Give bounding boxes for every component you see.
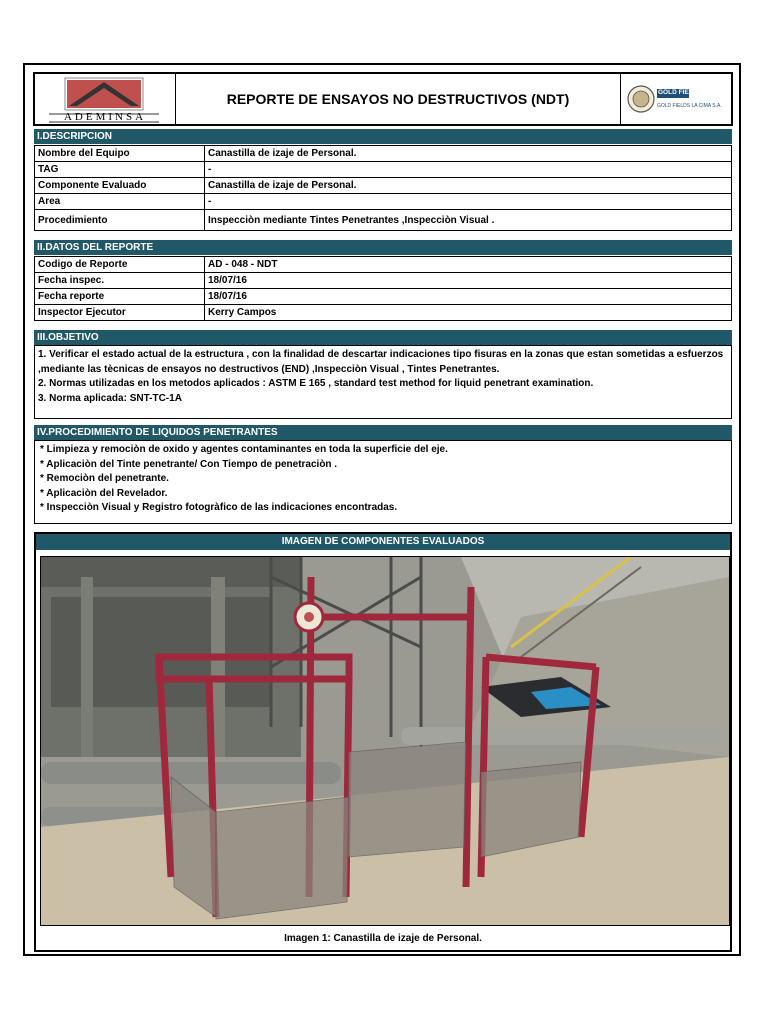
row-value: Kerry Campos <box>205 305 732 321</box>
row-label: Componente Evaluado <box>35 178 205 194</box>
image-section-heading: IMAGEN DE COMPONENTES EVALUADOS <box>36 534 730 550</box>
row-value: - <box>205 194 732 210</box>
section-datos-heading: II.DATOS DEL REPORTE <box>34 240 732 255</box>
row-value: - <box>205 162 732 178</box>
objetivo-line-1: 1. Verificar el estado actual de la estructura , con la finalidad de descartar indicaciones tipo fisuras en la zonas que estan sometidas a esfuerzos <box>38 349 724 360</box>
table-row <box>35 210 732 231</box>
row-value: 18/07/16 <box>205 273 732 289</box>
table-row <box>35 194 732 210</box>
list-item: * Aplicaciòn del Tinte penetrante/ Con Tiempo de penetraciòn . <box>40 458 338 470</box>
row-label: TAG <box>35 162 205 178</box>
procedimiento-text <box>34 440 732 524</box>
table-row <box>35 273 732 289</box>
ademinsa-logo <box>35 74 176 124</box>
goldfields-text: GOLD FIELDS <box>658 89 702 96</box>
component-photo <box>40 556 730 926</box>
table-row <box>35 146 732 162</box>
list-item: * Inspecciòn Visual y Registro fotogràfico de las indicaciones encontradas. <box>40 502 398 513</box>
list-item: * Remociòn del penetrante. <box>40 473 169 484</box>
table-row <box>35 178 732 194</box>
row-label: Fecha reporte <box>35 289 205 305</box>
row-value: Inspecciòn mediante Tintes Penetrantes ,Inspecciòn Visual . <box>205 210 732 231</box>
objetivo-text <box>34 345 732 419</box>
objetivo-line-3: 2. Normas utilizadas en los metodos aplicados : ASTM E 165 , standard test method for liquid penetrant examination. <box>38 378 594 389</box>
section-procedimiento-heading: IV.PROCEDIMIENTO DE LIQUIDOS PENETRANTES <box>34 425 732 440</box>
section-objetivo-heading: III.OBJETIVO <box>34 330 732 345</box>
row-value: 18/07/16 <box>205 289 732 305</box>
goldfields-subtext: GOLD FIELDS LA CIMA S.A. <box>657 103 722 109</box>
row-label: Fecha inspec. <box>35 273 205 289</box>
row-value: AD - 048 - NDT <box>205 257 732 273</box>
image-section <box>34 532 732 952</box>
datos-table <box>34 256 732 321</box>
list-item: * Aplicaciòn del Revelador. <box>40 487 168 499</box>
table-row <box>35 305 732 321</box>
row-label: Codigo de Reporte <box>35 257 205 273</box>
row-label: Nombre del Equipo <box>35 146 205 162</box>
personnel-basket-photo <box>41 557 729 925</box>
row-label: Procedimiento <box>35 210 205 231</box>
row-value: Canastilla de izaje de Personal. <box>205 146 732 162</box>
goldfields-logo <box>620 74 731 124</box>
table-row <box>35 162 732 178</box>
row-value: Canastilla de izaje de Personal. <box>205 178 732 194</box>
objetivo-line-2: ,mediante las tècnicas de ensayos no destructivos (END) ,Inspecciòn Visual , Tintes Penetrantes. <box>38 363 500 375</box>
ademinsa-logo-text: ADEMINSA <box>63 111 147 123</box>
row-label: Area <box>35 194 205 210</box>
descripcion-table <box>34 145 732 231</box>
table-row <box>35 257 732 273</box>
report-header <box>33 72 733 126</box>
image-caption: Imagen 1: Canastilla de izaje de Personal. <box>284 933 482 944</box>
row-label: Inspector Ejecutor <box>35 305 205 321</box>
report-title: REPORTE DE ENSAYOS NO DESTRUCTIVOS (NDT) <box>226 91 570 107</box>
table-row <box>35 289 732 305</box>
goldfields-lion-icon <box>621 74 729 124</box>
objetivo-line-4: 3. Norma aplicada: SNT-TC-1A <box>38 392 182 404</box>
section-descripcion-heading: I.DESCRIPCION <box>34 129 732 144</box>
list-item: * Limpieza y remociòn de oxido y agentes contaminantes en toda la superficie del eje. <box>40 444 448 455</box>
